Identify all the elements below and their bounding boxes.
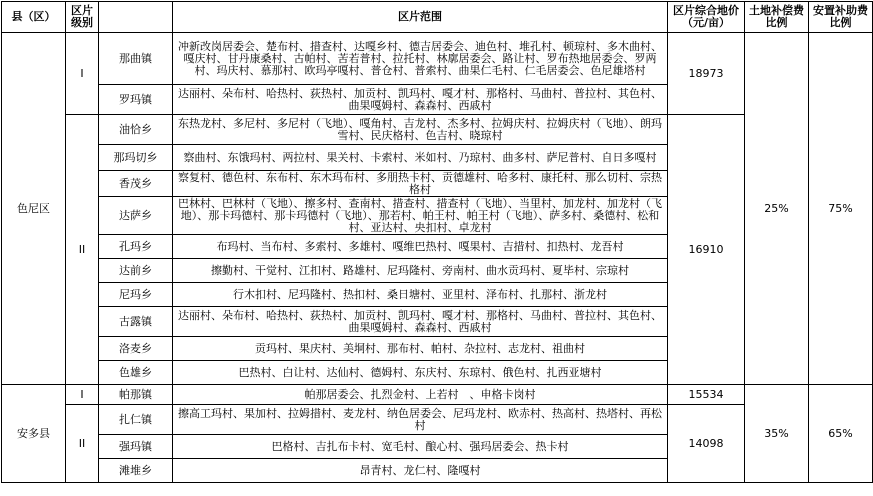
table-row (2, 33, 873, 85)
level-cell: II (66, 405, 99, 483)
town-cell: 滩堆乡 (99, 459, 173, 483)
scope-cell: 巴格村、吉扎布卡村、宽毛村、酿心村、强玛居委会、热卡村 (173, 435, 668, 459)
scope-cell: 贡玛村、果庆村、美垌村、那布村、帕村、杂拉村、志龙村、祖曲村 (173, 337, 668, 361)
scope-cell: 擦勤村、干觉村、江扣村、路雄村、尼玛隆村、旁南村、曲水贡玛村、夏毕村、宗琼村 (173, 259, 668, 283)
level-cell: I (66, 385, 99, 405)
header-level: 区片级别 (66, 2, 99, 33)
town-cell: 达前乡 (99, 259, 173, 283)
land-ratio-cell: 35% (745, 385, 809, 483)
header-town (99, 2, 173, 33)
scope-cell: 行木扣村、尼玛隆村、热扣村、桑日塘村、亚里村、泽布村、扎那村、浙龙村 (173, 283, 668, 307)
level-cell: II (66, 115, 99, 385)
town-cell: 油恰乡 (99, 115, 173, 145)
price-cell: 16910 (668, 115, 745, 385)
level-cell: I (66, 33, 99, 115)
town-cell: 达萨乡 (99, 197, 173, 235)
header-scope: 区片范围 (173, 2, 668, 33)
scope-cell: 昂青村、龙仁村、隆嘎村 (173, 459, 668, 483)
table-row (2, 405, 873, 435)
header-row (2, 2, 873, 33)
land-ratio-cell: 25% (745, 33, 809, 385)
scope-cell: 巴林村、巴林村（飞地）、擦多村、查南村、措查村、措查村（飞地）、当里村、加龙村、加龙村（飞地）、那卡玛德村、那卡玛德村（飞地）、那若村、帕王村、帕王村（飞地）、萨多村、桑德村、松和村、亚达村、央扣村、卓龙村 (173, 197, 668, 235)
header-resettle-ratio: 安置补助费比例 (809, 2, 873, 33)
price-cell: 15534 (668, 385, 745, 405)
scope-cell: 帕那居委会、扎烈金村、上若村 、申格卡岗村 (173, 385, 668, 405)
town-cell: 那曲镇 (99, 33, 173, 85)
town-cell: 尼玛乡 (99, 283, 173, 307)
town-cell: 罗玛镇 (99, 85, 173, 115)
town-cell: 色雄乡 (99, 361, 173, 385)
county-cell: 安多县 (2, 385, 66, 483)
town-cell: 孔玛乡 (99, 235, 173, 259)
scope-cell: 巴热村、白让村、达仙村、德姆村、东庆村、东琼村、俄色村、扎西亚塘村 (173, 361, 668, 385)
price-cell: 18973 (668, 33, 745, 115)
scope-cell: 达丽村、朵布村、哈热村、荻热村、加贡村、凯玛村、嘎才村、那格村、马曲村、普拉村、其色村、曲果嘎姆村、森森村、西戚村 (173, 85, 668, 115)
table-row (2, 385, 873, 405)
town-cell: 洛麦乡 (99, 337, 173, 361)
county-cell: 色尼区 (2, 33, 66, 385)
resettle-ratio-cell: 65% (809, 385, 873, 483)
table-row (2, 115, 873, 145)
town-cell: 那玛切乡 (99, 145, 173, 171)
header-land-ratio: 土地补偿费比例 (745, 2, 809, 33)
resettle-ratio-cell: 75% (809, 33, 873, 385)
scope-cell: 东热龙村、多尼村、多尼村（飞地）、嘎角村、吉龙村、杰多村、拉姆庆村、拉姆庆村（飞地）、朗玛雪村、民庆格村、色吉村、晓琼村 (173, 115, 668, 145)
scope-cell: 擦高工玛村、果加村、拉姆措村、麦龙村、纳色居委会、尼玛龙村、欧赤村、热高村、热塔村、再松村 (173, 405, 668, 435)
town-cell: 古露镇 (99, 307, 173, 337)
town-cell: 香茂乡 (99, 171, 173, 197)
land-price-table (1, 1, 873, 483)
header-county: 县（区） (2, 2, 66, 33)
scope-cell: 布玛村、当布村、多索村、多雄村、嘎维巴热村、嘎果村、吉措村、扣热村、龙吾村 (173, 235, 668, 259)
town-cell: 强玛镇 (99, 435, 173, 459)
scope-cell: 达丽村、朵布村、哈热村、荻热村、加贡村、凯玛村、嘎才村、那格村、马曲村、普拉村、其色村、曲果嘎姆村、森森村、西戚村 (173, 307, 668, 337)
town-cell: 帕那镇 (99, 385, 173, 405)
town-cell: 扎仁镇 (99, 405, 173, 435)
scope-cell: 冲新改岗居委会、楚布村、措查村、达嘎乡村、德吉居委会、迪色村、堆孔村、顿琼村、多木曲村、嘎庆村、甘丹康桑村、古帕村、苦若普村、拉托村、林廓居委会、路让村、罗布热地居委会、罗两村、玛庆村、慕那村、欧玛亭嘎村、普仓村、普索村、曲果仁毛村、仁毛居委会、色尼雄塔村 (173, 33, 668, 85)
scope-cell: 察复村、德色村、东布村、东木玛布村、多朋热卡村、贡德雄村、哈多村、康托村、那么切村、宗热格村 (173, 171, 668, 197)
scope-cell: 察曲村、东饿玛村、两拉村、果关村、卡索村、米如村、乃琼村、曲多村、萨尼普村、自日多嘎村 (173, 145, 668, 171)
header-price: 区片综合地价（元/亩） (668, 2, 745, 33)
price-cell: 14098 (668, 405, 745, 483)
